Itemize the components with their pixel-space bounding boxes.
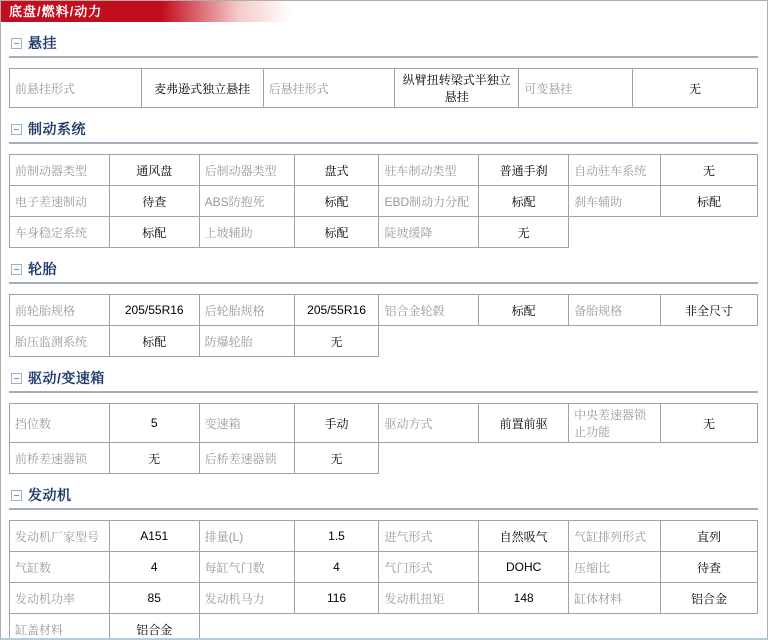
spec-value: 205/55R16 [109,295,199,326]
minus-glyph [14,269,19,270]
spec-label: 前轮胎规格 [10,295,110,326]
spec-value: 148 [479,583,569,614]
spec-label: 每缸气门数 [199,552,294,583]
spec-value: 标配 [294,186,379,217]
spec-row [10,583,758,614]
spec-value: 无 [109,443,199,474]
spec-value: 116 [294,583,379,614]
spec-value: A151 [109,521,199,552]
section-0 [9,33,758,108]
spec-value: 标配 [109,217,199,248]
spec-label: 铝合金轮毂 [379,295,479,326]
section-header [9,119,758,144]
spec-label: 驻车制动类型 [379,155,479,186]
spec-value: 前置前驱 [479,404,569,443]
spec-label: 气门形式 [379,552,479,583]
spec-value: 无 [294,326,379,357]
spec-value: 1.5 [294,521,379,552]
spec-label: 胎压监测系统 [10,326,110,357]
section-header [9,259,758,284]
spec-label: 变速箱 [199,404,294,443]
spec-row [10,521,758,552]
spec-table [9,68,758,108]
spec-value: 纵臂扭转梁式半独立悬挂 [395,69,519,108]
section-4 [9,485,758,640]
spec-value: 标配 [479,295,569,326]
spec-label: 后轮胎规格 [199,295,294,326]
collapse-minus-icon[interactable] [11,264,22,275]
page-title: 底盘/燃料/动力 [1,1,767,22]
spec-label: 自动驻车系统 [569,155,661,186]
spec-value: 85 [109,583,199,614]
minus-glyph [14,43,19,44]
spec-value: 无 [294,443,379,474]
spec-label: 排量(L) [199,521,294,552]
spec-label: 可变悬挂 [519,69,633,108]
spec-label: 气缸数 [10,552,110,583]
sections-container [1,33,767,640]
spec-label: 防爆轮胎 [199,326,294,357]
spec-value: 盘式 [294,155,379,186]
spec-value: 4 [294,552,379,583]
spec-label: 陡坡缓降 [379,217,479,248]
spec-value: 铝合金 [661,583,758,614]
spec-label: 发动机扭矩 [379,583,479,614]
spec-label: EBD制动力分配 [379,186,479,217]
spec-value: 待查 [661,552,758,583]
section-title: 驱动/变速箱 [28,370,105,386]
spec-value: 205/55R16 [294,295,379,326]
spec-value: 标配 [661,186,758,217]
spec-label: 挡位数 [10,404,110,443]
collapse-minus-icon[interactable] [11,373,22,384]
section-1 [9,119,758,248]
spec-label: 刹车辅助 [569,186,661,217]
spec-label: 后桥差速器锁 [199,443,294,474]
spec-row [10,326,758,357]
spec-value: 无 [479,217,569,248]
section-title: 轮胎 [28,261,57,277]
spec-row [10,614,758,640]
spec-label: 气缸排列形式 [569,521,661,552]
section-header [9,485,758,510]
spec-row [10,155,758,186]
spec-label: 电子差速制动 [10,186,110,217]
spec-label: 后制动器类型 [199,155,294,186]
spec-value: 待查 [109,186,199,217]
spec-value: 无 [661,404,758,443]
minus-glyph [14,378,19,379]
section-title: 制动系统 [28,121,86,137]
spec-row [10,443,758,474]
spec-value: DOHC [479,552,569,583]
spec-value: 4 [109,552,199,583]
collapse-minus-icon[interactable] [11,490,22,501]
spec-value: 铝合金 [109,614,199,640]
section-3 [9,368,758,474]
section-title: 悬挂 [28,35,57,51]
spec-value: 5 [109,404,199,443]
spec-value: 麦弗逊式独立悬挂 [141,69,263,108]
minus-glyph [14,129,19,130]
spec-value: 非全尺寸 [661,295,758,326]
spec-row [10,404,758,443]
spec-label: ABS防抱死 [199,186,294,217]
spec-value: 无 [661,155,758,186]
spec-value: 无 [633,69,758,108]
spec-label: 车身稳定系统 [10,217,110,248]
spec-value: 手动 [294,404,379,443]
spec-value: 标配 [109,326,199,357]
section-header [9,33,758,58]
spec-label: 前桥差速器锁 [10,443,110,474]
section-header [9,368,758,393]
spec-label: 前悬挂形式 [10,69,142,108]
spec-label: 备胎规格 [569,295,661,326]
spec-value: 标配 [479,186,569,217]
collapse-minus-icon[interactable] [11,38,22,49]
spec-table [9,403,758,474]
spec-value: 标配 [294,217,379,248]
spec-value: 自然吸气 [479,521,569,552]
section-title: 发动机 [28,487,72,503]
spec-row [10,69,758,108]
spec-value: 直列 [661,521,758,552]
spec-row [10,217,758,248]
spec-label: 前制动器类型 [10,155,110,186]
spec-row [10,186,758,217]
spec-value: 普通手刹 [479,155,569,186]
spec-table [9,294,758,357]
spec-value: 通风盘 [109,155,199,186]
spec-label: 中央差速器锁止功能 [569,404,661,443]
spec-label: 缸体材料 [569,583,661,614]
spec-label: 缸盖材料 [10,614,110,640]
minus-glyph [14,495,19,496]
collapse-minus-icon[interactable] [11,124,22,135]
spec-row [10,295,758,326]
spec-label: 发动机功率 [10,583,110,614]
spec-label: 发动机厂家型号 [10,521,110,552]
spec-label: 进气形式 [379,521,479,552]
spec-label: 压缩比 [569,552,661,583]
section-2 [9,259,758,357]
spec-table [9,154,758,248]
spec-row [10,552,758,583]
spec-table [9,520,758,640]
spec-label: 发动机马力 [199,583,294,614]
spec-label: 后悬挂形式 [263,69,395,108]
spec-label: 上坡辅助 [199,217,294,248]
spec-label: 驱动方式 [379,404,479,443]
